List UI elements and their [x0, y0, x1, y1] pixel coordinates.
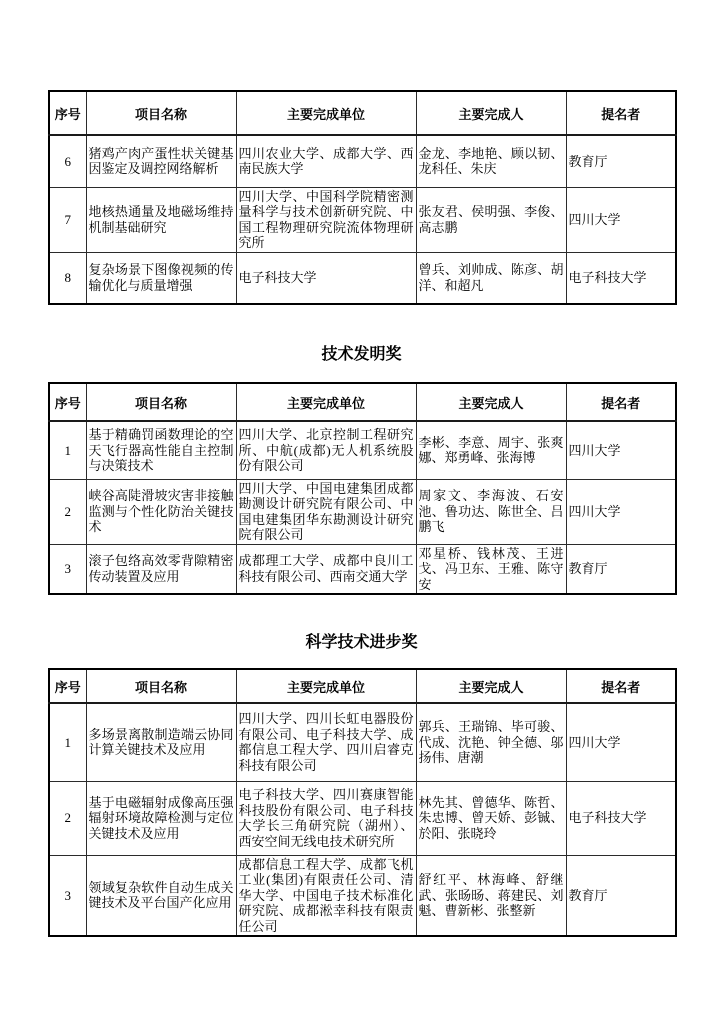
cell-serial: 6	[49, 135, 86, 187]
column-header-serial: 序号	[49, 669, 86, 703]
tech-invention-award-table	[48, 382, 677, 595]
column-header-project: 项目名称	[86, 669, 236, 703]
cell-nominator: 四川大学	[566, 421, 676, 479]
cell-serial: 1	[49, 421, 86, 479]
cell-units: 电子科技大学	[236, 252, 416, 304]
table-header-row	[49, 91, 676, 135]
cell-people: 郭兵、王瑞锦、毕可骏、代成、沈艳、钟全德、邬扬伟、唐潮	[416, 703, 566, 781]
cell-nominator: 教育厅	[566, 135, 676, 187]
cell-serial: 7	[49, 187, 86, 252]
cell-project: 基于精确罚函数理论的空天飞行器高性能自主控制与决策技术	[86, 421, 236, 479]
column-header-serial: 序号	[49, 383, 86, 421]
cell-project: 峡谷高陡滑坡灾害非接触监测与个性化防治关键技术	[86, 479, 236, 544]
cell-serial: 8	[49, 252, 86, 304]
cell-units: 四川大学、中国科学院精密测量科学与技术创新研究院、中国工程物理研究院流体物理研究所	[236, 187, 416, 252]
cell-units: 四川大学、中国电建集团成都勘测设计研究院有限公司、中国电建集团华东勘测设计研究院有限公司	[236, 479, 416, 544]
cell-project: 领域复杂软件自动生成关键技术及平台国产化应用	[86, 855, 236, 936]
table-header-row	[49, 669, 676, 703]
cell-serial: 1	[49, 703, 86, 781]
cell-units: 四川大学、北京控制工程研究所、中航(成都)无人机系统股份有限公司	[236, 421, 416, 479]
table-row	[49, 479, 676, 544]
cell-serial: 3	[49, 855, 86, 936]
cell-units: 成都信息工程大学、成都飞机工业(集团)有限责任公司、清华大学、中国电子技术标准化研究院、成都淞幸科技有限责任公司	[236, 855, 416, 936]
cell-nominator: 四川大学	[566, 703, 676, 781]
column-header-people: 主要完成人	[416, 91, 566, 135]
cell-project: 多场景离散制造端云协同计算关键技术及应用	[86, 703, 236, 781]
award-table-continued	[48, 90, 677, 305]
column-header-nominator: 提名者	[566, 383, 676, 421]
table-row	[49, 855, 676, 936]
column-header-nominator: 提名者	[566, 91, 676, 135]
cell-units: 四川农业大学、成都大学、西南民族大学	[236, 135, 416, 187]
column-header-people: 主要完成人	[416, 383, 566, 421]
cell-people: 张友君、侯明强、李俊、高志鹏	[416, 187, 566, 252]
cell-people: 邓星桥、钱林茂、王进戈、冯卫东、王雅、陈守安	[416, 544, 566, 594]
table-header-row	[49, 383, 676, 421]
cell-serial: 3	[49, 544, 86, 594]
column-header-units: 主要完成单位	[236, 383, 416, 421]
cell-people: 曾兵、刘帅成、陈彦、胡洋、和超凡	[416, 252, 566, 304]
cell-nominator: 教育厅	[566, 855, 676, 936]
cell-people: 金龙、李地艳、顾以韧、龙科任、朱庆	[416, 135, 566, 187]
cell-project: 地核热通量及地磁场维持机制基础研究	[86, 187, 236, 252]
column-header-project: 项目名称	[86, 383, 236, 421]
cell-nominator: 电子科技大学	[566, 252, 676, 304]
cell-nominator: 电子科技大学	[566, 781, 676, 855]
table-row	[49, 135, 676, 187]
column-header-units: 主要完成单位	[236, 91, 416, 135]
table-row	[49, 187, 676, 252]
table-row	[49, 252, 676, 304]
section-title-sci-tech-progress: 科学技术进步奖	[305, 634, 418, 651]
cell-people: 舒红平、林海峰、舒继武、张旸旸、蒋建民、刘魁、曹新彬、张整新	[416, 855, 566, 936]
table-row	[49, 781, 676, 855]
cell-project: 基于电磁辐射成像高压强辐射环境故障检测与定位关键技术及应用	[86, 781, 236, 855]
cell-people: 李彬、李意、周宇、张爽娜、郑勇峰、张海博	[416, 421, 566, 479]
cell-project: 复杂场景下图像视频的传输优化与质量增强	[86, 252, 236, 304]
column-header-serial: 序号	[49, 91, 86, 135]
cell-serial: 2	[49, 479, 86, 544]
cell-units: 四川大学、四川长虹电器股份有限公司、电子科技大学、成都信息工程大学、四川启睿克科技有限公司	[236, 703, 416, 781]
column-header-people: 主要完成人	[416, 669, 566, 703]
section-title-tech-invention: 技术发明奖	[321, 346, 402, 363]
cell-serial: 2	[49, 781, 86, 855]
cell-nominator: 四川大学	[566, 479, 676, 544]
cell-people: 周家文、李海波、石安池、鲁功达、陈世全、吕鹏飞	[416, 479, 566, 544]
column-header-units: 主要完成单位	[236, 669, 416, 703]
sci-tech-progress-award-table	[48, 668, 677, 937]
table-row	[49, 544, 676, 594]
cell-units: 成都理工大学、成都中良川工科技有限公司、西南交通大学	[236, 544, 416, 594]
cell-nominator: 四川大学	[566, 187, 676, 252]
cell-units: 电子科技大学、四川赛康智能科技股份有限公司、电子科技大学长三角研究院（湖州）、西安空间无线电技术研究所	[236, 781, 416, 855]
cell-nominator: 教育厅	[566, 544, 676, 594]
table-row	[49, 703, 676, 781]
column-header-project: 项目名称	[86, 91, 236, 135]
table-row	[49, 421, 676, 479]
column-header-nominator: 提名者	[566, 669, 676, 703]
cell-people: 林先其、曾德华、陈哲、朱忠博、曾天娇、彭铖、於阳、张晓玲	[416, 781, 566, 855]
cell-project: 猪鸡产肉产蛋性状关键基因鉴定及调控网络解析	[86, 135, 236, 187]
cell-project: 滚子包络高效零背隙精密传动装置及应用	[86, 544, 236, 594]
